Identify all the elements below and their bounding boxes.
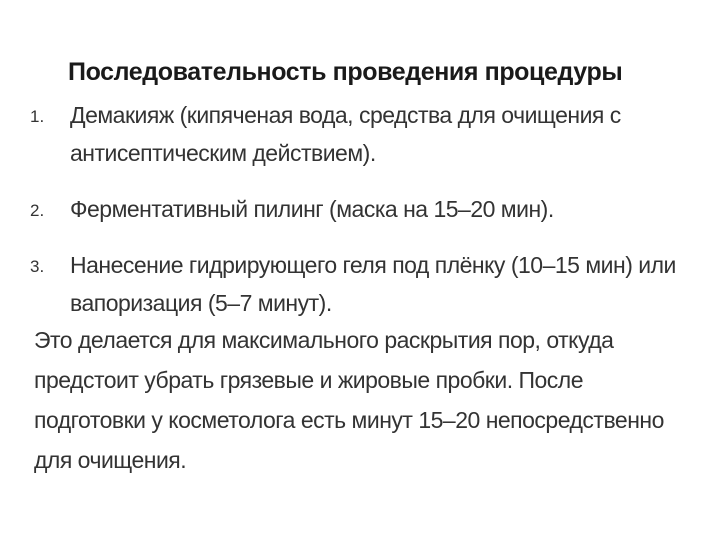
step-text: Ферментативный пилинг (маска на 15–20 мин). bbox=[70, 196, 554, 222]
step-text: Нанесение гидрирующего геля под плёнку (10–15 мин) или вапоризация (5–7 минут). bbox=[70, 252, 676, 316]
step-item-2 bbox=[30, 190, 700, 228]
step-text: Демакияж (кипяченая вода, средства для очищения с антисептическим действием). bbox=[70, 102, 621, 166]
step-item-1 bbox=[30, 96, 700, 172]
step-number: 2. bbox=[30, 201, 45, 220]
slide-title: Последовательность проведения процедуры bbox=[68, 58, 623, 86]
explanation-paragraph: Это делается для максимального раскрытия пор, откуда предстоит убрать грязевые и жировые пробки. После подготовки у косметолога есть минут 15–20 непосредственно для очищения. bbox=[34, 327, 664, 473]
step-item-3 bbox=[30, 246, 700, 322]
step-number: 1. bbox=[30, 107, 45, 126]
step-number: 3. bbox=[30, 257, 45, 276]
procedure-steps-list bbox=[30, 96, 700, 340]
